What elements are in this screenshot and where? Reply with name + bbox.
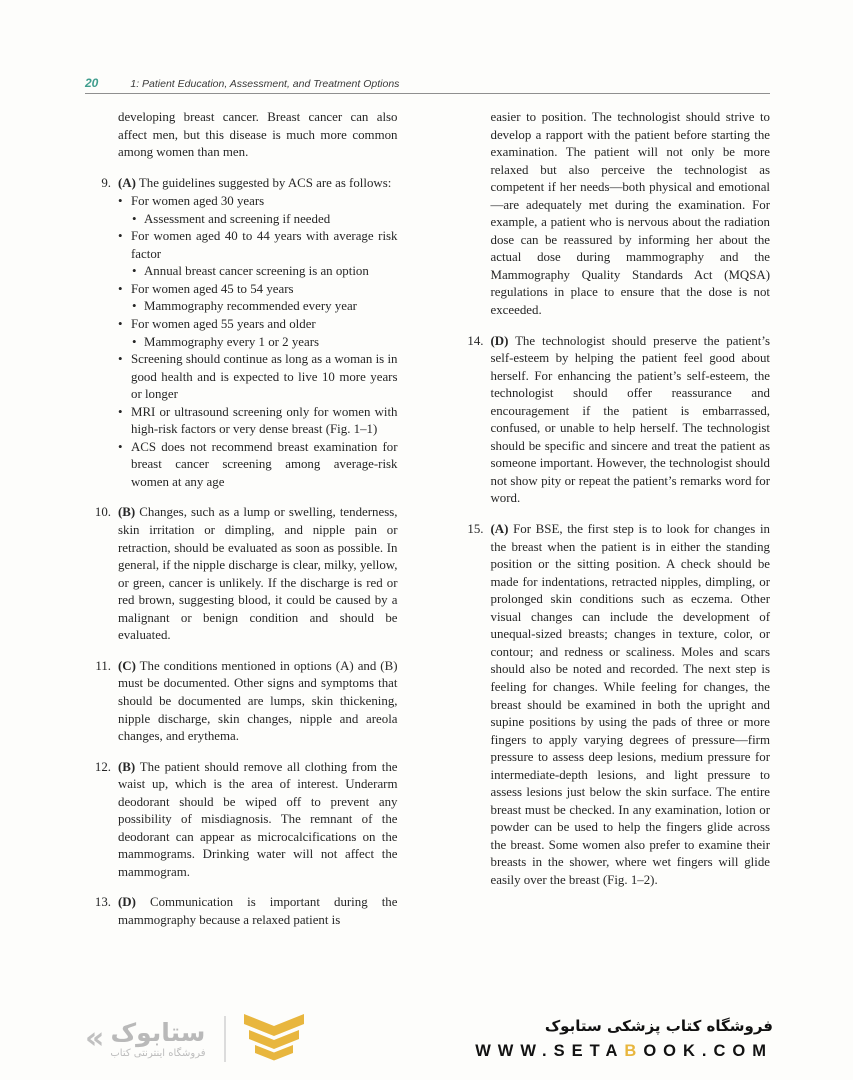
bullet-marker: • bbox=[118, 229, 123, 244]
bullet-item bbox=[132, 211, 398, 229]
setabook-chevron-emblem-icon bbox=[242, 1013, 306, 1065]
watermark-text-block bbox=[110, 1019, 205, 1060]
text-columns bbox=[85, 109, 770, 930]
url-accent-letter: B bbox=[624, 1042, 644, 1060]
item-body bbox=[118, 504, 398, 644]
watermark-logo bbox=[85, 1013, 306, 1065]
bullet-text: MRI or ultrasound screening only for women with high-risk factors or very dense breast (Fig. 1–1) bbox=[131, 404, 398, 437]
bullet-item bbox=[118, 351, 398, 404]
item-body bbox=[118, 175, 398, 492]
bullet-text: Screening should continue as long as a woman is in good health and is expected to live 10 more years or longer bbox=[131, 352, 398, 402]
answer-item-14 bbox=[467, 333, 771, 508]
bullet-marker: • bbox=[118, 281, 123, 296]
answer-letter: (B) bbox=[118, 505, 136, 520]
answer-text bbox=[118, 759, 398, 882]
watermark-logo-text: ستابوک bbox=[110, 1017, 206, 1047]
answer-item-11 bbox=[95, 658, 398, 746]
answer-item-15 bbox=[467, 521, 771, 889]
bullet-text: Annual breast cancer screening is an option bbox=[144, 264, 369, 279]
chapter-title: 1: Patient Education, Assessment, and Treatment Options bbox=[130, 78, 400, 90]
website-url bbox=[475, 1042, 773, 1061]
bullet-marker: • bbox=[132, 334, 137, 349]
answer-item-13 bbox=[94, 894, 398, 929]
guillemet-icon: « bbox=[85, 1021, 105, 1056]
item-body bbox=[491, 333, 771, 508]
answer-text bbox=[118, 658, 398, 746]
answer-letter: (D) bbox=[490, 333, 509, 348]
answer-text bbox=[118, 504, 398, 644]
answer-item-9 bbox=[101, 175, 398, 492]
answer-letter: (B) bbox=[118, 759, 136, 774]
bullet-text: For women aged 45 to 54 years bbox=[131, 281, 294, 296]
answer-text bbox=[491, 521, 771, 889]
answer-item-12 bbox=[94, 759, 398, 882]
page-header bbox=[85, 74, 770, 92]
bullet-marker: • bbox=[132, 211, 137, 226]
header-rule bbox=[85, 93, 770, 94]
continuation-paragraph: easier to position. The technologist should strive to develop a rapport with the patient before starting the examination. The patient will not only be more relaxed but also perceive the technologist as competent if her needs—both physical and emotional—are adequately met during the examination. For example, a patient who is nervous about the radiation dose can be reassured by informing her about the actual dose during mammography and the Mammography Quality Standards Act (MQSA) regulations in place to ensure that the dose is not exceeded. bbox=[490, 110, 770, 318]
bullet-text: For women aged 55 years and older bbox=[131, 317, 316, 332]
item-number: 15. bbox=[467, 522, 484, 537]
bullet-list bbox=[118, 193, 398, 491]
item-number: 14. bbox=[467, 333, 484, 348]
bullet-text: Assessment and screening if needed bbox=[144, 211, 331, 226]
bullet-marker: • bbox=[118, 404, 123, 419]
page-footer bbox=[85, 1006, 773, 1072]
item-number: 10. bbox=[94, 505, 111, 520]
left-column bbox=[85, 109, 398, 930]
answer-item-10 bbox=[94, 504, 398, 644]
footer-divider bbox=[224, 1016, 226, 1062]
answer-body-text: The patient should remove all clothing from the waist up, which is the area of interest. Underarm deodorant should be wiped off to prevent any possibility of misdiagnosis. The remnant of the deodorant can appear as microcalcifications on the mammograms. Drinking water will not affect the mammogram. bbox=[118, 759, 398, 879]
answer-body-text: The conditions mentioned in options (A) and (B) must be documented. Other signs and symptoms that should be documented are lumps, skin thickening, nipple discharge, skin changes, nipple and areola changes, and erythema. bbox=[118, 658, 398, 744]
answer-body-text: Changes, such as a lump or swelling, tenderness, skin irritation or dimpling, and nipple pain or retraction, should be evaluated as soon as possible. In general, if the nipple discharge is clear, milky, yellow, or green, cancer is unlikely. If the discharge is red or red brown, suggesting blood, it could be caused by a malignant or benign condition and should be evaluated. bbox=[118, 505, 398, 643]
watermark-logo-subtext: فروشگاه اینترنتی کتاب bbox=[110, 1048, 206, 1060]
answer-letter: (A) bbox=[490, 522, 509, 537]
answer-body-text: For BSE, the first step is to look for changes in the breast when the patient is in either the standing position or the sitting position. A check should be made for indentations, retracted nipples, dimpling, or prolonged skin conditions such as eczema. Other visual changes can include the development of unequal-sized breasts; changes in texture, color, or contour; and redness or scaliness. Moles and scars should also be noted and recorded. The next step is feeling for changes. While feeling for changes, the breast should be examined in both the upright and supine positions by using the pads of three or more fingers to apply varying degrees of pressure—firm pressure to assess deep lesions, medium pressure for intermediate-depth lesions, and light pressure to assess lesions just below the skin surface. The entire breast must be checked. In any examination, lotion or powder can be used to help the fingers glide across the breast. Some women also prefer to examine their breasts in the shower, where wet fingers will glide easily over the breast (Fig. 1–2). bbox=[490, 522, 770, 887]
bullet-item bbox=[132, 334, 398, 352]
footer-brand bbox=[475, 1017, 773, 1061]
bullet-item bbox=[118, 281, 398, 299]
answer-body-text: Communication is important during the mammography because a relaxed patient is bbox=[118, 895, 398, 927]
bullet-marker: • bbox=[118, 194, 123, 209]
bullet-item bbox=[118, 404, 398, 439]
answer-text bbox=[491, 333, 771, 508]
right-column bbox=[458, 109, 771, 930]
bullet-item bbox=[132, 263, 398, 281]
answer-letter: (A) bbox=[118, 175, 136, 190]
item-body bbox=[118, 658, 398, 746]
bullet-item bbox=[118, 228, 398, 263]
bullet-text: For women aged 30 years bbox=[131, 194, 265, 209]
page-number: 20 bbox=[85, 76, 99, 90]
bullet-marker: • bbox=[132, 299, 137, 314]
bullet-text: For women aged 40 to 44 years with average risk factor bbox=[131, 229, 398, 261]
bullet-text: ACS does not recommend breast examination for breast cancer screening among average-risk women at any age bbox=[131, 439, 398, 489]
brand-persian-title: فروشگاه کتاب پزشکی ستابوک bbox=[544, 1017, 773, 1035]
item-body bbox=[118, 759, 398, 882]
item-number: 9. bbox=[101, 175, 111, 190]
bullet-marker: • bbox=[118, 317, 123, 332]
answer-text bbox=[118, 175, 398, 193]
bullet-marker: • bbox=[118, 439, 123, 454]
url-suffix: OOK.COM bbox=[643, 1042, 773, 1060]
item-number: 12. bbox=[94, 759, 111, 774]
answer-letter: (C) bbox=[118, 658, 136, 673]
item-body bbox=[491, 521, 771, 889]
item-number: 11. bbox=[95, 658, 111, 673]
bullet-item bbox=[118, 193, 398, 211]
bullet-marker: • bbox=[118, 352, 123, 367]
bullet-marker: • bbox=[132, 264, 137, 279]
bullet-text: Mammography every 1 or 2 years bbox=[144, 334, 320, 349]
bullet-item bbox=[118, 439, 398, 492]
answer-letter: (D) bbox=[118, 895, 136, 910]
answer-body-text: The guidelines suggested by ACS are as follows: bbox=[138, 175, 392, 190]
answer-body-text: The technologist should preserve the patient’s self-esteem by helping the patient feel good about herself. For enhancing the patient’s self-esteem, the technologist should offer reassurance and encouragement if the patient is embarrassed, confused, or unable to help herself. The technologist should be specific and sincere and treat the patient as someone important. However, the technologist should not show pity or repeat the patient’s remarks word for word. bbox=[490, 333, 770, 506]
item-number: 13. bbox=[94, 895, 111, 910]
url-prefix: WWW.SETA bbox=[475, 1042, 625, 1060]
bullet-item bbox=[132, 298, 398, 316]
continuation-paragraph: developing breast cancer. Breast cancer can also affect men, but this disease is much more common among women than men. bbox=[118, 110, 398, 160]
bullet-item bbox=[118, 316, 398, 334]
bullet-text: Mammography recommended every year bbox=[144, 299, 357, 314]
answer-text bbox=[118, 894, 398, 929]
item-body bbox=[118, 894, 398, 929]
